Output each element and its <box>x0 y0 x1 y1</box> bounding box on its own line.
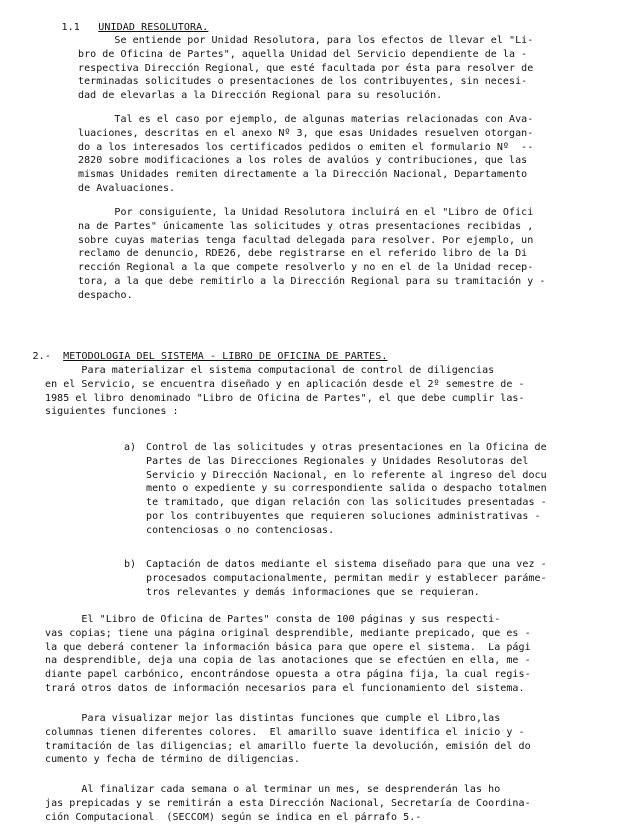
text-line: Se entiende por Unidad Resolutora, para los efectos de llevar el "Li- <box>78 35 534 46</box>
text-line: ción Computacional (SECCOM) según se indica en el párrafo 5.- <box>45 811 422 823</box>
text-line: te tramitado, que digan relación con las solicitudes presentadas - <box>146 497 547 509</box>
section-1-1-paragraph-3 <box>78 206 614 303</box>
text-line: respectiva Dirección Regional, que esté facultada por ésta para resolver de <box>78 62 534 74</box>
text-line: Tal es el caso por ejemplo, de algunas materias relacionadas con Ava- <box>78 114 534 125</box>
section-2-title: METODOLOGIA DEL SISTEMA - LIBRO DE OFICINA DE PARTES. <box>63 351 388 362</box>
text-line: rección Regional a la que compete resolverlo y no en el de la Unidad recep- <box>78 262 534 274</box>
text-line: luaciones, descritas en el anexo Nº 3, que esas Unidades resuelven otorgan- <box>78 127 534 139</box>
section-1-1-number: 1.1 <box>61 22 80 33</box>
text-line: terminadas solicitudes o presentaciones de los contribuyentes, sin necesi- <box>78 76 528 88</box>
section-1-1-paragraph-2 <box>78 113 614 196</box>
text-line: trará otros datos de información necesarios para el funcionamiento del sistema. <box>45 682 525 694</box>
text-line: sobre cuyas materias tenga facultad delegada para resolver. Por ejemplo, un <box>78 234 534 246</box>
text-line: bro de Oficina de Partes", aquella Unidad del Servicio dependiente de la - <box>78 48 528 60</box>
section-2-intro <box>45 364 617 419</box>
section-1-1-paragraph-1 <box>78 34 614 103</box>
text-line: na desprendible, deja una copia de las anotaciones que se efectúen en ella, me - <box>45 655 531 667</box>
text-line: en el Servicio, se encuentra diseñado y en aplicación desde el 2º semestre de - <box>45 378 525 390</box>
text-line: El "Libro de Oficina de Partes" consta de 100 páginas y sus respecti- <box>45 614 501 625</box>
text-line: diante papel carbónico, encontrándose opuesta a otra página fija, la cual regis- <box>45 669 531 681</box>
text-line: por los contribuyentes que requieren soluciones administrativas - <box>146 510 541 522</box>
text-line: vas copias; tiene una página original desprendible, mediante prepicado, que es - <box>45 627 531 639</box>
text-line: Servicio y Dirección Nacional, en lo referente al ingreso del docu <box>146 469 547 481</box>
text-line: Por consiguiente, la Unidad Resolutora incluirá en el "Libro de Ofici <box>78 207 534 218</box>
text-line: tramitación de las diligencias; el amarillo fuerte la devolución, emisión del do <box>45 740 531 752</box>
text-line: columnas tienen diferentes colores. El amarillo suave identifica el inicio y - <box>45 726 525 738</box>
section-1-1-title: UNIDAD RESOLUTORA. <box>98 22 209 33</box>
text-line: Para visualizar mejor las distintas funciones que cumple el Libro,las <box>45 713 501 724</box>
section-2-paragraph-2 <box>45 712 619 767</box>
list-item-letter-b: b) <box>124 559 137 570</box>
text-line: Al finalizar cada semana o al terminar un mes, se desprenderán las ho <box>45 784 501 795</box>
section-2-number: 2.- <box>32 351 51 362</box>
list-item-a-text <box>146 441 618 538</box>
text-line: contenciosas o no contenciosas. <box>146 524 335 536</box>
text-line: jas prepicadas y se remitirán a esta Dirección Nacional, Secretaría de Coordina- <box>45 797 531 809</box>
text-line: Control de las solicitudes y otras presentaciones en la Oficina de <box>146 442 547 453</box>
text-line: dad de elevarlas a la Dirección Regional para su resolución. <box>78 90 443 102</box>
text-line: cumento y fecha de término de diligencias. <box>45 754 300 766</box>
text-line: siguientes funciones : <box>45 406 179 418</box>
list-item-letter-a: a) <box>124 442 137 453</box>
text-line: procesados computacionalmente, permitan medir y establecer paráme- <box>146 572 547 584</box>
text-line: Partes de las Direcciones Regionales y Unidades Resolutoras del <box>146 455 529 467</box>
text-line: mismas Unidades remiten directamente a la Dirección Nacional, Departamento <box>78 169 528 181</box>
text-line: despacho. <box>78 289 133 301</box>
section-2-paragraph-3 <box>45 783 619 824</box>
text-line: Captación de datos mediante el sistema diseñado para que una vez - <box>146 559 547 570</box>
text-line: reclamo de denuncio, RDE26, debe registrarse en el referido libro de la Di <box>78 248 528 260</box>
list-item-b-text <box>146 558 618 599</box>
text-line: 1985 el libro denominado "Libro de Oficina de Partes", el que debe cumplir las- <box>45 392 525 404</box>
text-line: de Avaluaciones. <box>78 182 176 194</box>
text-line: tora, a la que debe remitirlo a la Dirección Regional para su tramitación y - <box>78 275 546 287</box>
text-line: tros relevantes y demás informaciones que se requieran. <box>146 586 480 598</box>
text-line: la que deberá contener la información básica para que opere el sistema. La pági <box>45 641 531 653</box>
text-line: Para materializar el sistema computacional de control de diligencias <box>45 365 495 376</box>
text-line: 2820 sobre modificaciones a los roles de avalúos y contribuciones, que las <box>78 155 528 167</box>
text-line: na de Partes" únicamente las solicitudes y otras presentaciones recibidas , <box>78 220 534 232</box>
text-line: do a los interesados los certificados pedidos o emiten el formulario Nº -- <box>78 141 534 153</box>
section-2-paragraph-1 <box>45 613 619 696</box>
text-line: mento o expediente y su correspondiente salida o despacho totalmen <box>146 483 547 495</box>
